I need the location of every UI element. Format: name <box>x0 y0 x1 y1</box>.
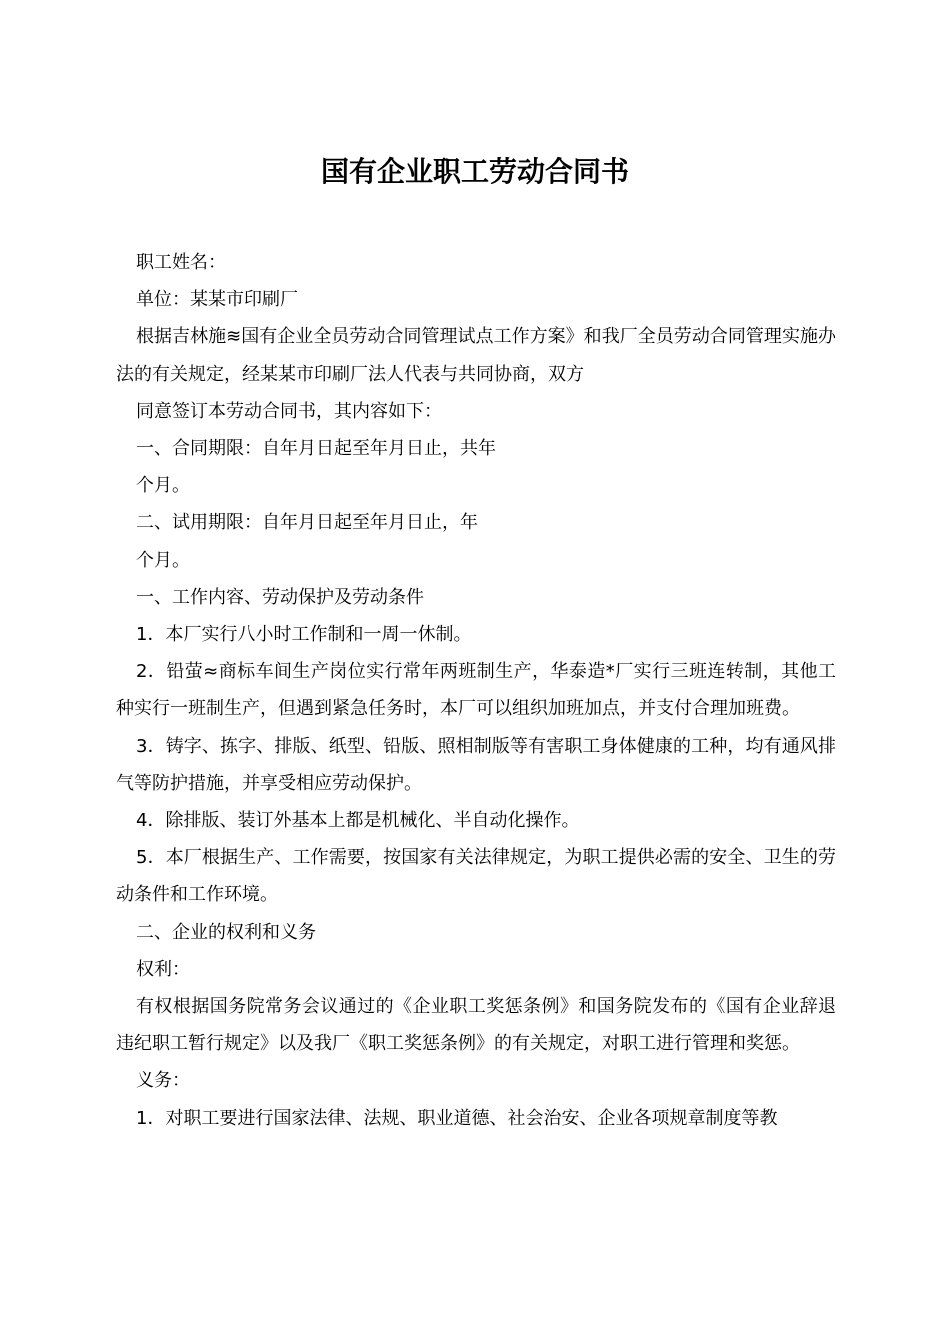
agreement-intro-line: 同意签订本劳动合同书，其内容如下： <box>136 400 442 422</box>
employee-name-line: 职工姓名： <box>136 252 226 273</box>
rights-paragraph: 有权根据国务院常务会议通过的《企业职工奖惩条例》和国务院发布的《国有企业辞退违纪职工暂行规定》以及我厂《职工奖惩条例》的有关规定，对职工进行管理和奖惩。 <box>116 996 836 1055</box>
work-clause-3: 3．铸字、拣字、排版、纸型、铅版、照相制版等有害职工身体健康的工种，均有通风排气等防护措施，并享受相应劳动保护。 <box>116 735 836 794</box>
section-heading-work-content: 一、工作内容、劳动保护及劳动条件 <box>136 586 424 608</box>
preamble-paragraph: 根据吉林施≋国有企业全员劳动合同管理试点工作方案》和我厂全员劳动合同管理实施办法的有关规定，经某某市印刷厂法人代表与共同协商，双方 <box>116 326 836 385</box>
contract-term-line: 一、合同期限：自年月日起至年月日止，共年 <box>136 438 496 460</box>
rights-label: 权利： <box>136 958 190 980</box>
probation-term-months-line: 个月。 <box>136 549 190 571</box>
employer-unit-line: 单位：某某市印刷厂 <box>136 289 298 311</box>
section-heading-enterprise-rights: 二、企业的权利和义务 <box>136 921 316 943</box>
obligations-label: 义务： <box>136 1070 190 1092</box>
document-title: 国有企业职工劳动合同书 <box>320 154 629 188</box>
obligation-clause-1: 1．对职工要进行国家法律、法规、职业道德、社会治安、企业各项规章制度等教 <box>136 1107 778 1129</box>
contract-term-months-line: 个月。 <box>136 475 190 497</box>
work-clause-1: 1．本厂实行八小时工作制和一周一休制。 <box>136 624 472 646</box>
work-clause-2: 2．铅萤≈商标车间生产岗位实行常年两班制生产，华泰造*厂实行三班连转制，其他工种实行一班制生产，但遇到紧急任务时，本厂可以组织加班加点，并支付合理加班费。 <box>116 661 836 720</box>
document-body <box>116 244 836 1137</box>
work-clause-5: 5．本厂根据生产、工作需要，按国家有关法律规定，为职工提供必需的安全、卫生的劳动条件和工作环境。 <box>116 847 836 906</box>
probation-term-line: 二、试用期限：自年月日起至年月日止，年 <box>136 512 478 534</box>
work-clause-4: 4．除排版、装订外基本上都是机械化、半自动化操作。 <box>136 810 580 832</box>
